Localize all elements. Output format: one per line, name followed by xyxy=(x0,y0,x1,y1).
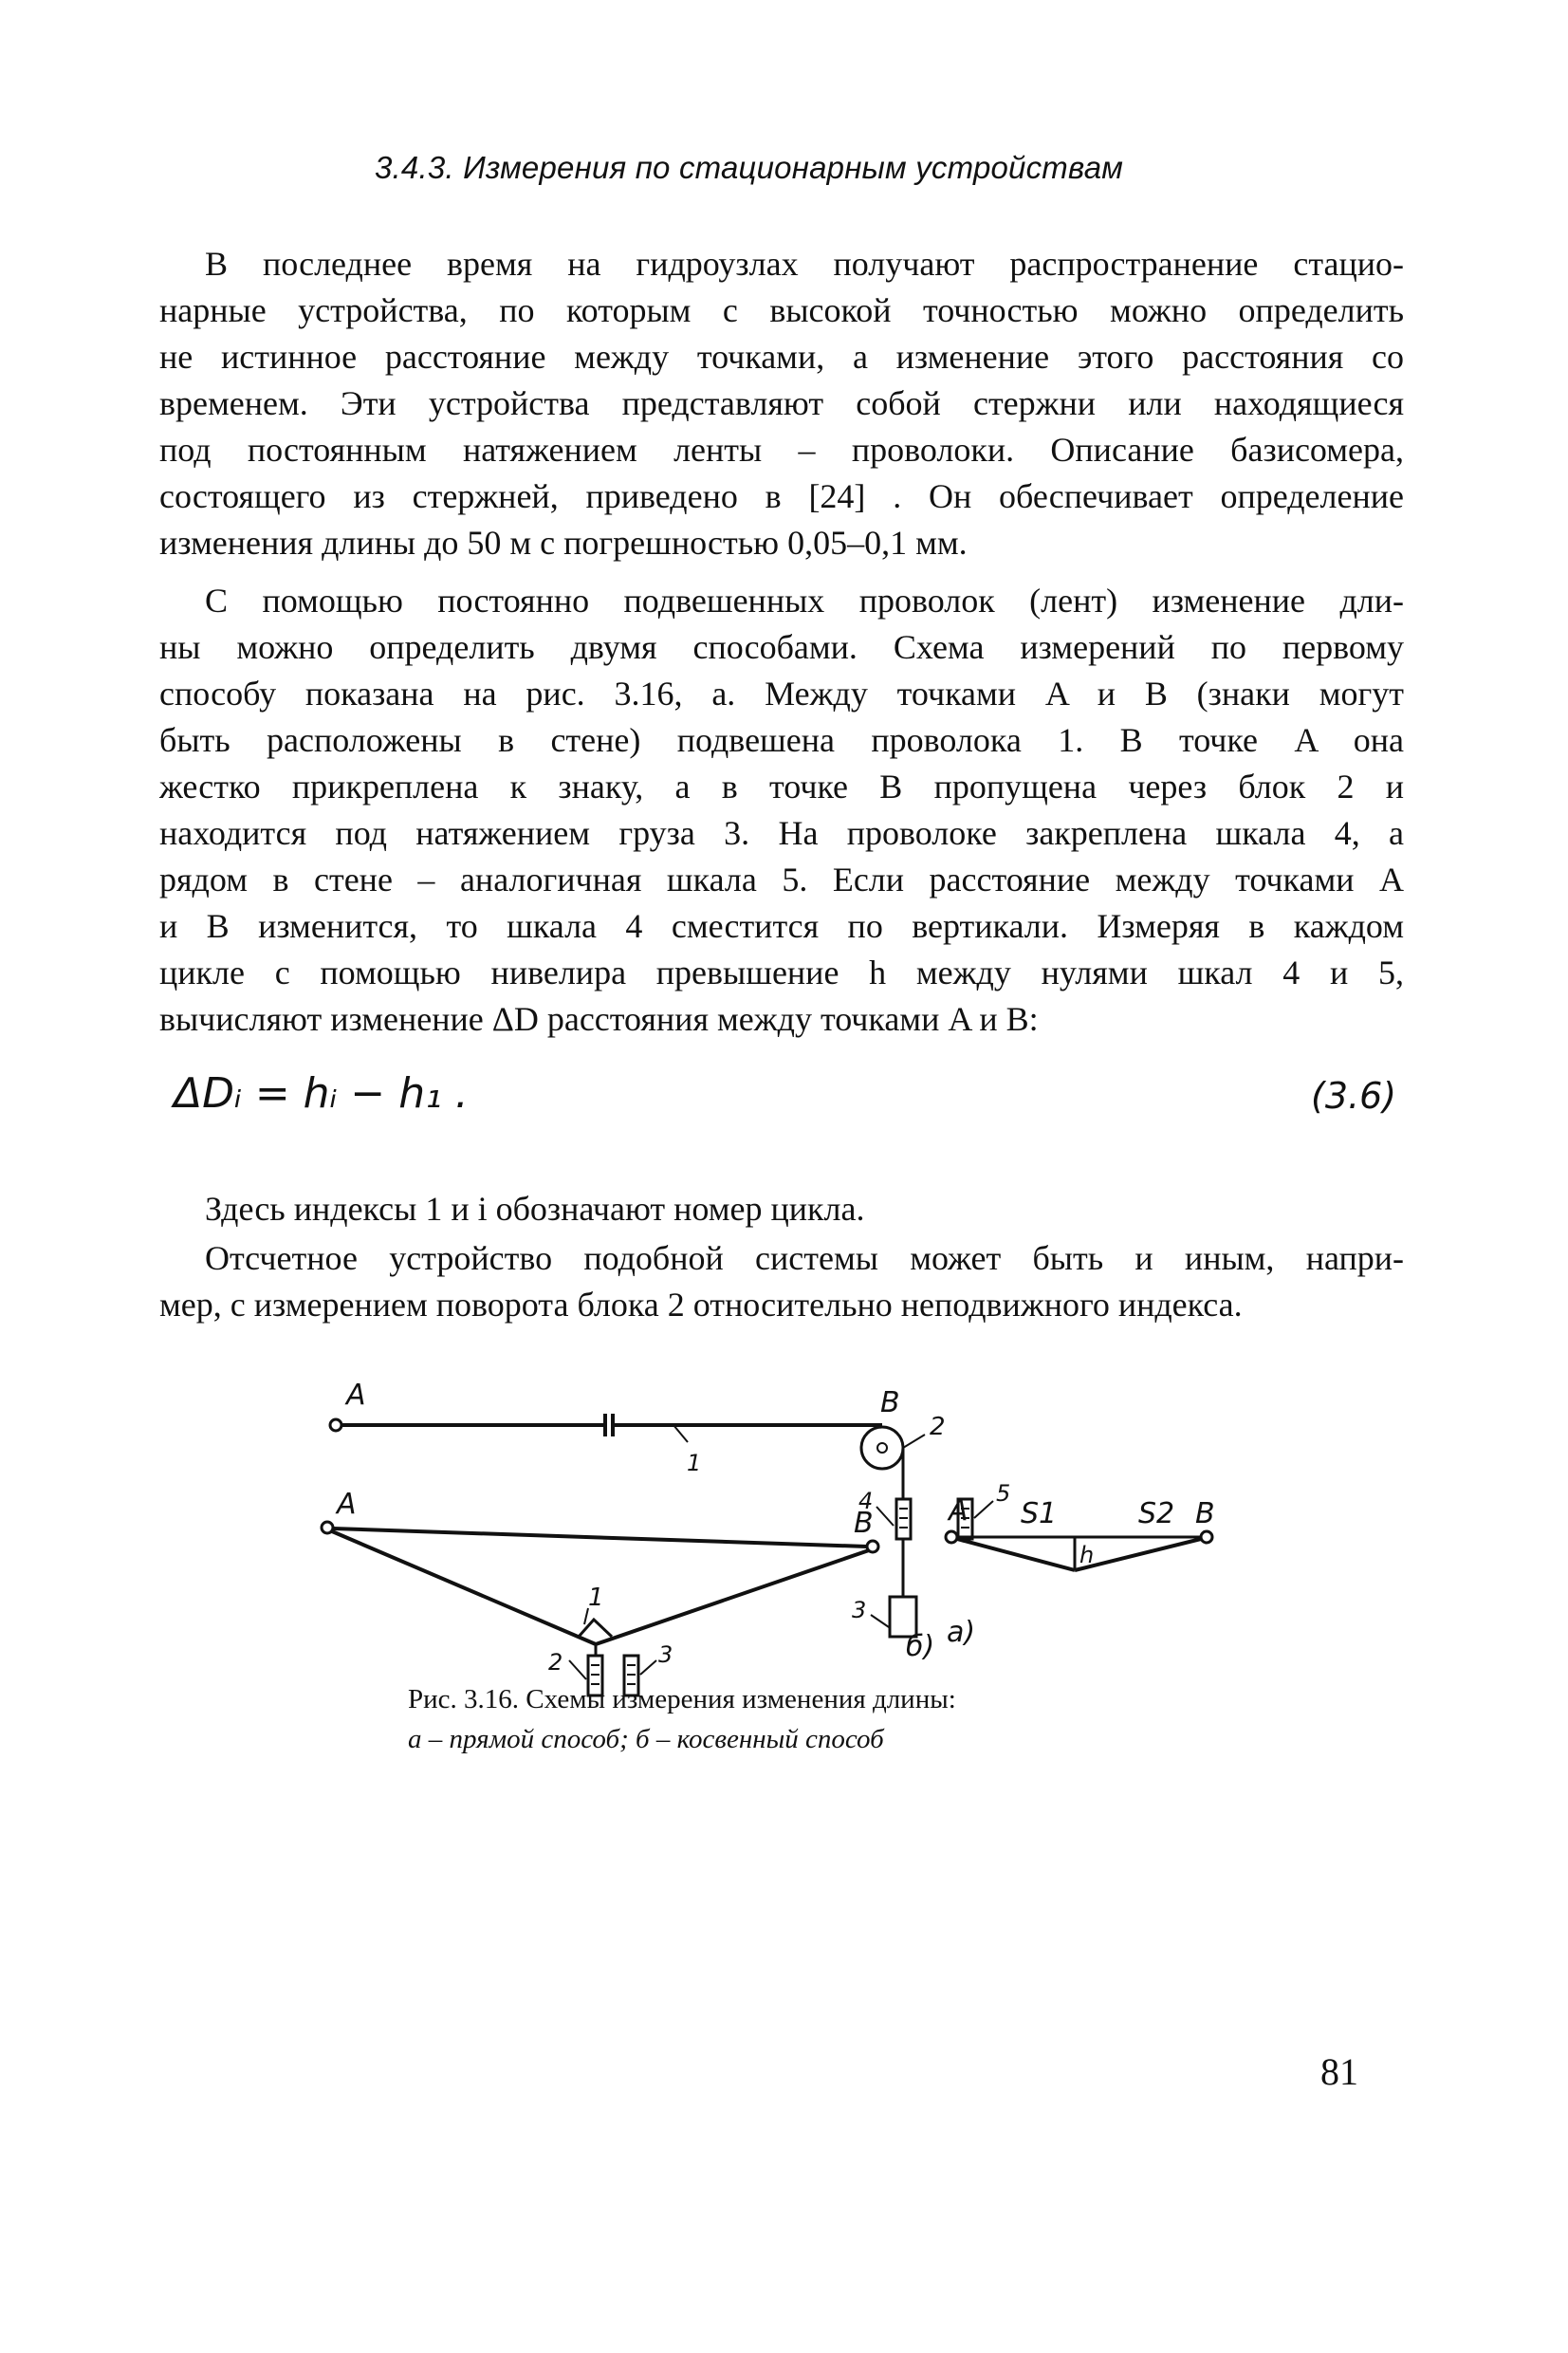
wire-b xyxy=(596,1550,869,1644)
text-line: вычисляют изменение ΔD расстояния между точками A и B: xyxy=(159,1000,1039,1038)
label-5: 5 xyxy=(996,1480,1011,1507)
text-line: и B изменится, то шкала 4 сместится по вертикали. Измеряя в каждом xyxy=(159,907,1404,945)
text-line: состоящего из стержней, приведено в [24] . Он обеспечивает определение xyxy=(159,477,1404,515)
label-point-a: A xyxy=(346,1379,366,1412)
text-line: цикле с помощью нивелира превышение h между нулями шкал 4 и 5, xyxy=(159,954,1404,991)
caption-line: а – прямой способ; б – косвенный способ xyxy=(408,1724,884,1754)
label-3: 3 xyxy=(658,1641,673,1668)
pulley-axle xyxy=(877,1443,887,1453)
label-point-a: A xyxy=(949,1494,968,1528)
pulley xyxy=(861,1427,903,1469)
text-line: быть расположены в стене) подвешена проволока 1. В точке A она xyxy=(159,721,1404,759)
point-a-marker xyxy=(946,1531,957,1543)
right-angle-mark xyxy=(579,1620,612,1637)
section-heading: 3.4.3. Измерения по стационарным устройствам xyxy=(375,150,1124,185)
text-line: способу показана на рис. 3.16, а. Между точками A и B (знаки могут xyxy=(159,675,1404,713)
text-line: жестко прикреплена к знаку, а в точке B пропущена через блок 2 и xyxy=(159,768,1404,806)
figure-bottom-schemes xyxy=(304,1480,1271,1689)
paragraph-2 xyxy=(159,578,1404,1043)
leader-2 xyxy=(903,1435,925,1448)
label-point-b: B xyxy=(854,1507,874,1540)
label-point-a: A xyxy=(337,1488,357,1521)
label-point-b: B xyxy=(1195,1497,1215,1530)
text-line: мер, с измерением поворота блока 2 относительно неподвижного индекса. xyxy=(159,1286,1243,1324)
text-line: нарные устройства, по которым с высокой точностью можно определить xyxy=(159,291,1404,329)
label-4: 4 xyxy=(858,1488,874,1514)
text-line: изменения длины до 50 м с погрешностью 0,05–0,1 мм. xyxy=(159,524,968,562)
text-line: Отсчетное устройство подобной системы может быть и иным, напри- xyxy=(205,1239,1404,1277)
point-a-marker xyxy=(330,1419,341,1431)
paragraph-1 xyxy=(159,241,1404,566)
text-line: Здесь индексы 1 и i обозначают номер цикла. xyxy=(205,1190,865,1228)
label-1: 1 xyxy=(588,1584,604,1612)
leader-3 xyxy=(640,1660,656,1675)
sublabel-a: а) xyxy=(947,1616,976,1649)
label-3: 3 xyxy=(852,1597,867,1623)
page-number: 81 xyxy=(1320,2050,1358,2093)
figure-caption xyxy=(408,1679,1186,1759)
text-line: рядом в стене – аналогичная шкала 5. Если расстояние между точками A xyxy=(159,861,1404,899)
wire-a xyxy=(957,1539,1075,1570)
text-line: ны можно определить двумя способами. Схема измерений по первому xyxy=(159,628,1404,666)
caption-line: Рис. 3.16. Схемы измерения изменения длины: xyxy=(408,1684,956,1714)
label-point-b: B xyxy=(880,1386,900,1419)
paragraph-4 xyxy=(159,1235,1404,1328)
label-h: h xyxy=(1079,1542,1095,1568)
label-s1: S1 xyxy=(1021,1497,1058,1530)
wire-a xyxy=(332,1531,596,1644)
point-b-marker xyxy=(1201,1531,1212,1543)
text-line: В последнее время на гидроузлах получают распространение стацио- xyxy=(205,245,1404,283)
leader-2 xyxy=(569,1660,586,1679)
chord-ab xyxy=(333,1529,867,1547)
label-s2: S2 xyxy=(1138,1497,1175,1530)
equation-number: (3.6) xyxy=(1311,1075,1397,1117)
text-line: не истинное расстояние между точками, а изменение этого расстояния со xyxy=(159,338,1404,376)
paragraph-3 xyxy=(159,1186,1404,1232)
point-a-marker xyxy=(322,1522,333,1533)
sublabel-b: б) xyxy=(906,1630,935,1663)
text-line: С помощью постоянно подвешенных проволок (лент) изменение дли- xyxy=(205,582,1404,620)
text-line: временем. Эти устройства представляют собой стержни или находящиеся xyxy=(159,384,1404,422)
label-2: 2 xyxy=(548,1649,563,1676)
label-2: 2 xyxy=(930,1413,946,1441)
leader-1 xyxy=(673,1425,688,1442)
text-line: под постоянным натяжением ленты – проволоки. Описание базисомера, xyxy=(159,431,1404,469)
label-1: 1 xyxy=(687,1450,702,1476)
text-line: находится под натяжением груза 3. На проволоке закреплена шкала 4, а xyxy=(159,814,1404,852)
equation: ΔDᵢ = hᵢ − h₁ . xyxy=(174,1069,469,1118)
